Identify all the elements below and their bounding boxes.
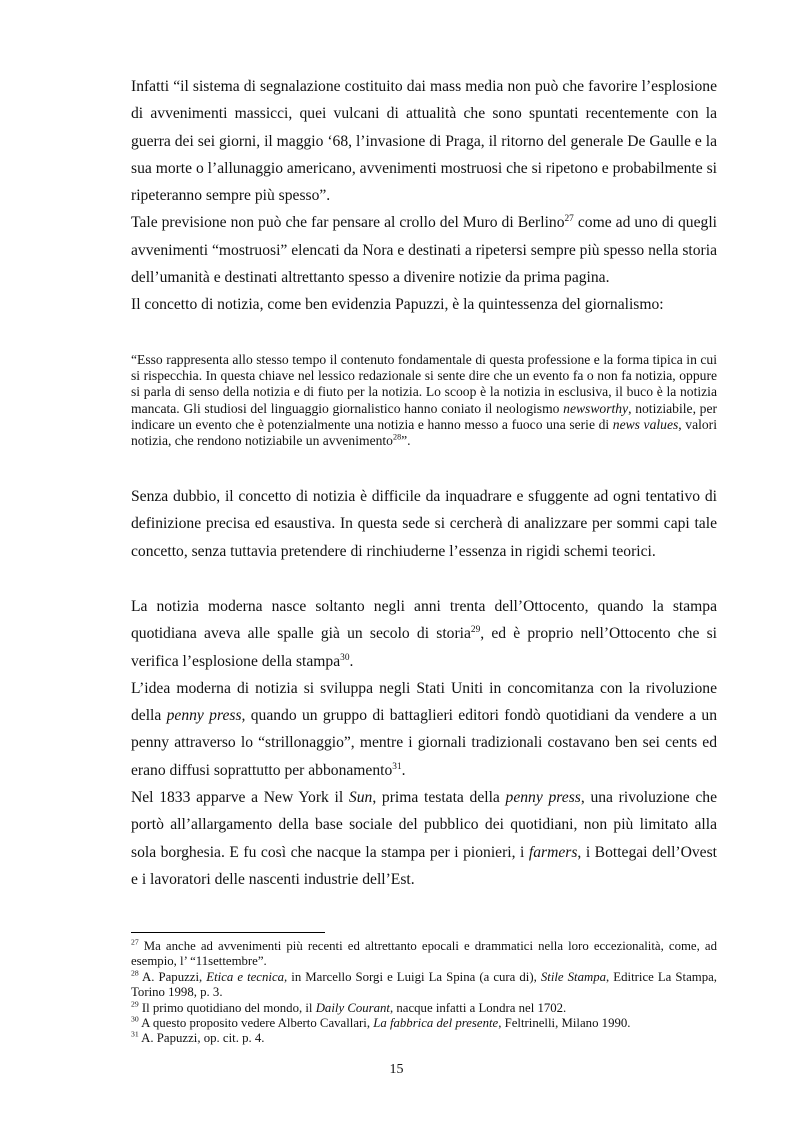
footnote-28: $^{28}$ A. Papuzzi, Etica e tecnica, in Marcello Sorgi e Luigi La Spina (a cura di), Stile Stampa, Editrice La Stampa, Torino 1998, p. 3.	[131, 968, 717, 1000]
footnote-31: $^{31}$ A. Papuzzi, op. cit. p. 4.	[131, 1030, 265, 1046]
opening-section	[131, 73, 717, 319]
term-farmers: farmers	[528, 843, 578, 861]
history-section	[131, 593, 717, 893]
paragraph-definition: Senza dubbio, il concetto di notizia è difficile da inquadrare e sfuggente ad ogni tentativo di definizione precisa ed esaustiva. In questa sede si cercherà di analizzare per sommi capi tale concetto, senza tuttavia pretendere di rinchiuderne l’essenza in rigidi schemi teorici.	[131, 488, 717, 560]
definition-section	[131, 483, 717, 565]
footnote-ref-30[interactable]: 30	[340, 652, 350, 663]
term-sun: Sun	[348, 789, 373, 807]
footnote-30: $^{30}$ A questo proposito vedere Alberto Cavallari, La fabbrica del presente, Feltrinelli, Milano 1990.	[131, 1014, 631, 1031]
footnote-ref-31[interactable]: 31	[392, 761, 402, 772]
paragraph-berlin-wall: Tale previsione non può che far pensare al crollo del Muro di Berlino$^{27}$ come ad uno di quegli avvenimenti “mostruosi” elencati da Nora e destinati a ripetersi sempre più spesso nella storia dell’umanità e destinati altrettanto spesso a divenire notizie da prima pagina.	[131, 214, 717, 287]
term-penny-press: penny press,	[166, 707, 246, 725]
footnotes	[131, 939, 717, 1047]
term-newsworthy: newsworthy	[563, 400, 629, 416]
footnote-ref-28[interactable]: 28	[392, 432, 402, 442]
footnote-separator	[131, 932, 325, 933]
footnote-ref-27[interactable]: 27	[564, 214, 574, 225]
paragraph-nora-quote: Infatti “il sistema di segnalazione costituito dai mass media non può che favorire l’esplosione di avvenimenti massicci, quei vulcani di attualità che sono spuntati recentemente con la guerra dei sei giorni, il maggio ‘68, l’invasione di Praga, il ritorno del generale De Gaulle e la sua morte o l’allunaggio americano, avvenimenti mostruosi che si ripetono e probabilmente si ripeteranno sempre più spesso”.	[131, 78, 717, 205]
block-quote: “Esso rappresenta allo stesso tempo il contenuto fondamentale di questa professione e la forma tipica in cui si rispecchia. In questa chiave nel lessico redazionale si sente dire che un evento fa o non fa notizia, oppure si parla di senso della notizia e di fiuto per la notizia. Lo scoop è la notizia in esclusiva, il buco è la notizia mancata. Gli studiosi del linguaggio giornalistico hanno coniato il neologismo newsworthy, notiziabile, per indicare un evento che è potenzialmente una notizia e hanno messo a fuoco una serie di news values, valori notizia, che rendono notiziabile un avvenimento$^{28}$”.	[131, 352, 718, 449]
paragraph-penny-press: L’idea moderna di notizia si sviluppa negli Stati Uniti in concomitanza con la rivoluzione della penny press, quando un gruppo di battaglieri editori fondò quotidiani da vendere a un penny attraverso lo “strillonaggio”, mentre i giornali tradizionali costavano ben sei cents ed erano diffusi soprattutto per abbonamento$^{31}$.	[131, 679, 718, 779]
paragraph-modern-news: La notizia moderna nasce soltanto negli anni trenta dell’Ottocento, quando la stampa quotidiana aveva alle spalle già un secolo di storia$^{29}$, ed è proprio nell’Ottocento che si verifica l’esplosione della stampa$^{30}$.	[131, 598, 717, 670]
footnote-27: $^{27}$ Ma anche ad avvenimenti più recenti ed altrettanto epocali e drammatici nella loro eccezionalità, come, ad esempio, l’ “11settembre”.	[131, 937, 717, 969]
footnote-ref-29[interactable]: 29	[470, 625, 481, 636]
paragraph-sun-1833: Nel 1833 apparve a New York il Sun, prima testata della penny press, una rivoluzione che portò all’allargamento della base sociale del pubblico dei quotidiani, non più limitato alla sola borghesia. E fu così che nacque la stampa per i pionieri, i farmers, i Bottegai dell’Ovest e i lavoratori delle nascenti industrie dell’Est.	[131, 789, 718, 888]
paragraph-papuzzi-intro: Il concetto di notizia, come ben evidenzia Papuzzi, è la quintessenza del giornalismo:	[131, 296, 664, 314]
term-penny-press-2: penny press	[505, 789, 581, 807]
footnote-29: $^{29}$ Il primo quotidiano del mondo, il Daily Courant, nacque infatti a Londra nel 1702.	[131, 999, 567, 1015]
page-number: 15	[389, 1062, 404, 1077]
term-news-values: news values	[612, 416, 679, 432]
